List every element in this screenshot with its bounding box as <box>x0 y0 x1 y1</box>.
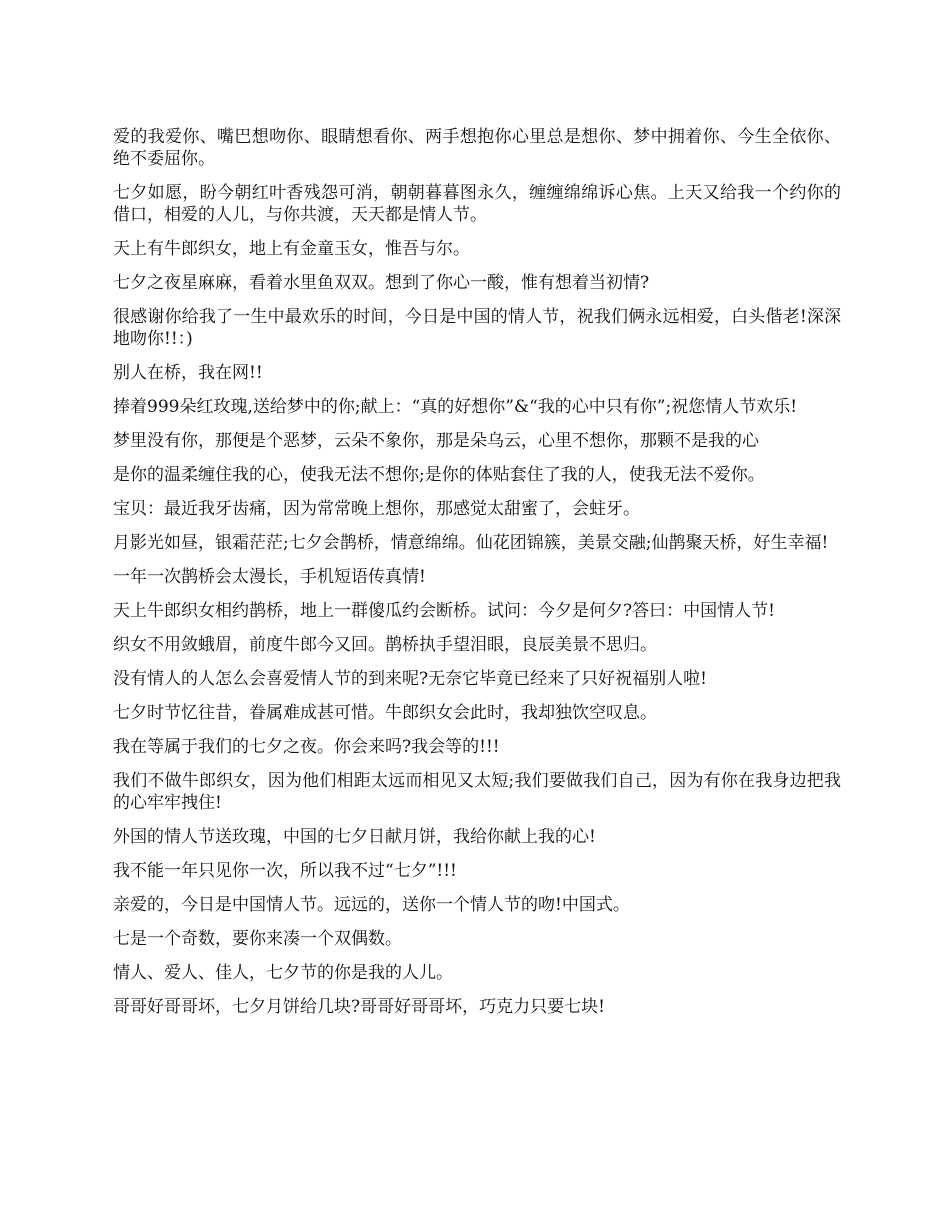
paragraph: 很感谢你给我了一生中最欢乐的时间，今日是中国的情人节，祝我们俩永远相爱，白头偕老!深深地吻你!!：) <box>113 307 841 349</box>
paragraph: 情人、爱人、佳人，七夕节的你是我的人儿。 <box>113 963 453 983</box>
paragraph: 七夕之夜星麻麻，看着水里鱼双双。想到了你心一酸，惟有想着当初情? <box>113 273 650 293</box>
paragraph: 织女不用敛蛾眉，前度牛郎今又回。鹊桥执手望泪眼，良辰美景不思归。 <box>113 635 657 655</box>
paragraph: 天上牛郎织女相约鹊桥，地上一群傻瓜约会断桥。试问：今夕是何夕?答曰：中国情人节! <box>113 601 775 621</box>
paragraph: 爱的我爱你、嘴巴想吻你、眼睛想看你、两手想抱你心里总是想你、梦中拥着你、今生全依你、绝不委屈你。 <box>113 127 841 169</box>
paragraph: 哥哥好哥哥坏，七夕月饼给几块?哥哥好哥哥坏，巧克力只要七块! <box>113 997 605 1017</box>
paragraph: 亲爱的，今日是中国情人节。远远的，送你一个情人节的吻!中国式。 <box>113 895 630 915</box>
paragraph: 我不能一年只见你一次，所以我不过“七夕”!!! <box>113 861 457 881</box>
document-page <box>113 126 841 1030</box>
paragraph: 一年一次鹊桥会太漫长，手机短语传真情! <box>113 567 426 587</box>
paragraph: 七夕时节忆往昔，眷属难成甚可惜。牛郎织女会此时，我却独饮空叹息。 <box>113 703 657 723</box>
paragraph: 别人在桥，我在网!! <box>113 363 263 383</box>
paragraph: 没有情人的人怎么会喜爱情人节的到来呢?无奈它毕竟已经来了只好祝福别人啦! <box>113 669 707 689</box>
paragraph: 宝贝：最近我牙齿痛，因为常常晚上想你，那感觉太甜蜜了，会蛀牙。 <box>113 499 640 519</box>
paragraph: 月影光如昼，银霜茫茫;七夕会鹊桥，情意绵绵。仙花团锦簇，美景交融;仙鹊聚天桥，好生幸福! <box>113 533 829 553</box>
paragraph: 七是一个奇数，要你来凑一个双偶数。 <box>113 929 402 949</box>
paragraph: 我在等属于我们的七夕之夜。你会来吗?我会等的!!! <box>113 737 500 757</box>
paragraph: 梦里没有你，那便是个恶梦，云朵不象你，那是朵乌云，心里不想你，那颗不是我的心 <box>113 431 759 451</box>
paragraph: 是你的温柔缠住我的心，使我无法不想你;是你的体贴套住了我的人，使我无法不爱你。 <box>113 465 765 485</box>
paragraph: 天上有牛郎织女，地上有金童玉女，惟吾与尔。 <box>113 239 470 259</box>
paragraph: 捧着999朵红玫瑰,送给梦中的你;献上：“真的好想你”&“我的心中只有你”;祝您情人节欢乐! <box>113 397 798 417</box>
paragraph: 七夕如愿，盼今朝红叶香残怨可消，朝朝暮暮图永久，缠缠绵绵诉心焦。上天又给我一个约你的借口，相爱的人儿，与你共渡，天天都是情人节。 <box>113 183 841 225</box>
paragraph: 我们不做牛郎织女，因为他们相距太远而相见又太短;我们要做我们自己，因为有你在我身边把我的心牢牢拽住! <box>113 771 841 813</box>
paragraph: 外国的情人节送玫瑰，中国的七夕日献月饼，我给你献上我的心! <box>113 827 596 847</box>
